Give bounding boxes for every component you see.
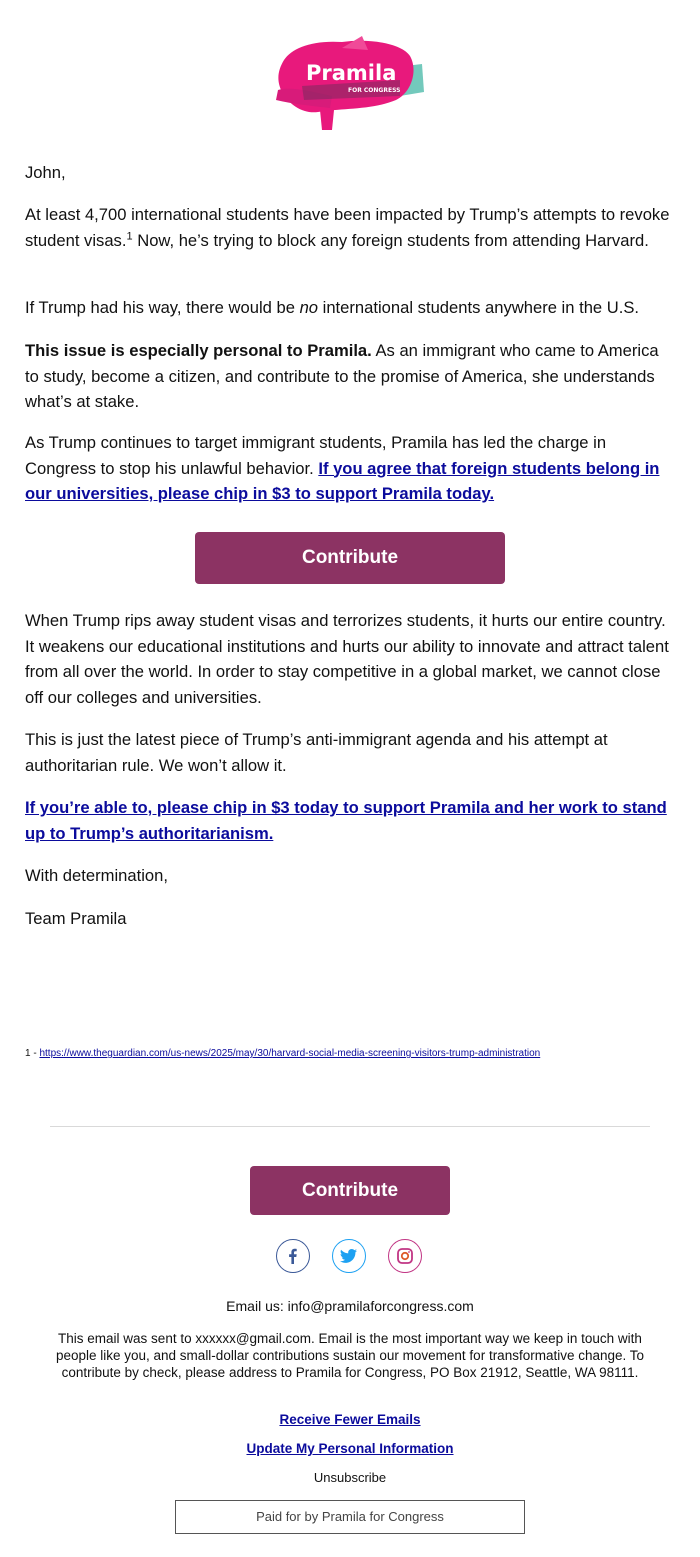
logo-brush-graphic: [272, 30, 426, 134]
paragraph-5: [25, 608, 677, 710]
paragraph-4: [25, 430, 677, 507]
paid-for-disclaimer: Paid for by Pramila for Congress: [175, 1500, 525, 1534]
pramila-logo[interactable]: [272, 30, 426, 134]
p5-text: When Trump rips away student visas and terrorizes students, it hurts our entire country. It weakens our educational institutions and hurts our ability to innovate and attract talent from all over the world. In order to stay competitive in a global market, we cannot close off our colleges and universities.: [25, 611, 669, 707]
paragraph-2: [25, 295, 677, 321]
update-personal-info-link[interactable]: Update My Personal Information: [246, 1441, 454, 1456]
footnote: [25, 1047, 540, 1061]
sent-to-notice: This email was sent to xxxxxx@gmail.com. Email is the most important way we keep in touch with people like you, and small-dollar contributions sustain our movement for transformative change. To contribute by check, please address to Pramila for Congress, PO Box 21912, Seattle, WA 98111.: [55, 1331, 645, 1380]
p4-text: As Trump continues to target immigrant students, Pramila has led the charge in Congress to stop his unlawful behavior.: [25, 433, 607, 478]
fewer-emails: [50, 1411, 650, 1428]
donate-link-2[interactable]: If you’re able to, please chip in $3 today to support Pramila and her work to stand up to Trump’s authoritarianism.: [25, 798, 667, 843]
footnote-ref[interactable]: 1: [126, 229, 133, 242]
footer-divider: [50, 1126, 650, 1127]
instagram-icon[interactable]: [388, 1239, 422, 1273]
p3-bold: This issue is especially personal to Pramila.: [25, 341, 372, 360]
p1-text-b: Now, he’s trying to block any foreign students from attending Harvard.: [132, 230, 649, 250]
receive-fewer-emails-link[interactable]: Receive Fewer Emails: [279, 1412, 421, 1427]
social-links: [0, 1239, 700, 1275]
paragraph-7: [25, 795, 677, 846]
logo-name: Pramila: [306, 61, 397, 85]
donate-link-1[interactable]: If you agree that foreign students belong in our universities, please chip in $3 to support Pramila today.: [25, 458, 660, 503]
paragraph-3: [25, 338, 677, 415]
signoff-text: With determination,: [25, 866, 168, 885]
p2-text-a: If Trump had his way, there would be: [25, 298, 300, 317]
signoff: [25, 863, 677, 889]
signature-text: Team Pramila: [25, 909, 127, 928]
facebook-icon[interactable]: [276, 1239, 310, 1273]
footnote-link[interactable]: https://www.theguardian.com/us-news/2025/may/30/harvard-social-media-screening-visitors-trump-administration: [39, 1048, 541, 1059]
greeting-text: John,: [25, 163, 66, 182]
update-info: [50, 1440, 650, 1457]
unsubscribe-link[interactable]: Unsubscribe: [313, 1470, 387, 1485]
signature: [25, 906, 677, 932]
p2-text-b: international students anywhere in the U.S.: [318, 298, 640, 317]
p1-text-a: At least 4,700 international students have been impacted by Trump’s attempts to revoke student visas.: [25, 205, 670, 250]
contribute-button[interactable]: Contribute: [195, 532, 505, 584]
logo-tagline: FOR CONGRESS: [348, 87, 401, 94]
p6-text: This is just the latest piece of Trump’s anti-immigrant agenda and his attempt at authoritarian rule. We won’t allow it.: [25, 730, 608, 775]
p2-emphasis: no: [299, 298, 319, 317]
twitter-icon[interactable]: [332, 1239, 366, 1273]
greeting: [25, 160, 677, 186]
footnote-label: 1 -: [25, 1048, 40, 1059]
contact-email: Email us: info@pramilaforcongress.com: [226, 1298, 474, 1314]
paragraph-6: [25, 727, 677, 778]
p3-rest: As an immigrant who came to America to study, become a citizen, and contribute to the promise of America, she understands what’s at stake.: [25, 341, 659, 411]
footer-contribute-button[interactable]: Contribute: [250, 1166, 450, 1215]
paragraph-1: [25, 202, 677, 253]
